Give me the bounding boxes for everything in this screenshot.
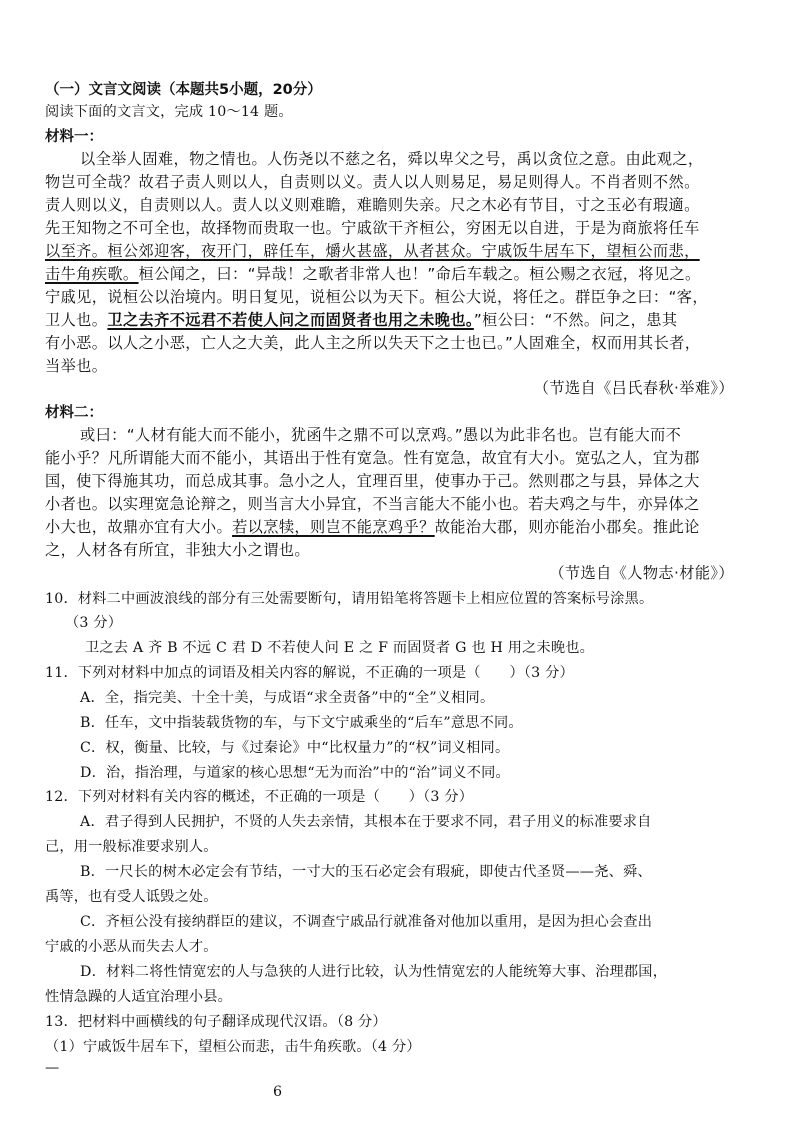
material1-line-10: 当举也。	[45, 357, 108, 375]
material2-line-6: 之，人材各有所宜，非独大小之谓也。	[45, 541, 310, 559]
material1-line-4: 先王知物之不可全也，故择物而贵取一也。宁戚欲干齐桓公，穷困无以自进，于是为商旅将任车	[45, 219, 700, 237]
material1-line-6	[45, 263, 701, 284]
material2-line-4: 小者也。以实理宽急论辩之，则当言大小异宜，不当言能大不能小也。若夫鸡之与牛，亦异体之	[45, 495, 700, 513]
material1-line-8-start: 卫人也。	[45, 311, 108, 329]
material1-line-7: 宁戚见，说桓公以治境内。明日复见，说桓公以为天下。桓公大说，将任之。群臣争之曰：“客，	[45, 288, 708, 306]
q12-option-d-line1: D．材料二将性情宽宏的人与急狭的人进行比较，认为性情宽宏的人能统筹大事、治理郡国，	[80, 964, 668, 980]
q10-sentence: 卫之去 A 齐 B 不远 C 君 D 不若使人问 E 之 F 而固贤者 G 也 H 用之未晚也。	[85, 640, 595, 656]
material2-line-5-end: 故能治大郡，则亦能治小郡矣。推此论	[434, 518, 700, 536]
q12-option-b-line1: B．一尺长的树木必定会有节结，一寸大的玉石必定会有瑕疵，即使古代圣贤——尧、舜、	[80, 864, 652, 880]
material2-line-5	[45, 516, 700, 537]
material1-line-1: 以全举人固难，物之情也。人伤尧以不慈之名，舜以卑父之号，禹以贪位之意。由此观之，	[80, 150, 704, 168]
q10-stem: 10．材料二中画波浪线的部分有三处需要断句，请用铅笔将答题卡上相应位置的答案标号涂黑。	[45, 591, 654, 607]
instruction: 阅读下面的文言文，完成 10～14 题。	[45, 104, 293, 120]
material2-source: （节选自《人物志·材能》）	[549, 564, 734, 582]
material2-line-5-start: 小大也，故鼎亦宜有大小。	[45, 518, 233, 536]
q12-option-c-line1: C．齐桓公没有接纳群臣的建议，不调查宁戚品行就准备对他加以重用，是因为担心会查出	[80, 914, 653, 930]
material2-line-2: 能小乎？凡所谓能大而不能小，其语出于性有宽急。性有宽急，故宜有大小。宽弘之人，宜为郡	[45, 449, 700, 467]
material1-line-5: 以至齐。桓公郊迎客，夜开门，辟任车，爝火甚盛，从者甚众。宁戚饭牛居车下，望桓公而悲，	[45, 242, 700, 260]
underlined-sentence-2: 若以烹犊，则岂不能烹鸡乎？	[232, 518, 435, 536]
material1-line-6-rest: 桓公闻之，曰：“异哉！之歌者非常人也！”命后车载之。桓公赐之衣冠，将见之。	[138, 265, 701, 283]
material1-line-8-end: ”桓公曰：“不然。问之，患其	[473, 311, 678, 329]
material1-source: （节选自《吕氏春秋·举难》）	[533, 379, 734, 397]
q11-option-c: C．权，衡量、比较，与《过秦论》中“比权量力”的“权”词义相同。	[80, 740, 510, 756]
q11-stem: 11．下列对材料中加点的词语及相关内容的解说，不正确的一项是（ ）（3 分）	[45, 665, 574, 681]
material1-line-2: 物岂可全哉？故君子责人则以人，自责则以义。责人以人则易足，易足则得人。不肖者则不然。	[45, 173, 700, 191]
q12-option-c-line2: 宁戚的小恶从而失去人才。	[45, 939, 218, 955]
section-title: （一）文言文阅读（本题共5小题，20分）	[45, 82, 322, 98]
page-number: 6	[273, 1084, 283, 1100]
material1-line-8	[45, 309, 677, 330]
q12-option-a-line1: A．君子得到人民拥护，不贤的人失去亲情，其根本在于要求不同，君子用义的标准要求自	[80, 814, 652, 830]
material1-line-3: 责人则以义，自责则以人。责人以义则难瞻，难瞻则失亲。尺之木必有节目，寸之玉必有瑕適。	[45, 196, 700, 214]
q12-stem: 12．下列对材料有关内容的概述，不正确的一项是（ ）（3 分）	[45, 789, 474, 805]
q13-stem: 13．把材料中画横线的句子翻译成现代汉语。（8 分）	[45, 1014, 387, 1030]
wavy-underlined-sentence: 卫之去齐不远君不若使人问之而固贤者也用之未晚也。	[107, 311, 474, 329]
q12-option-b-line2: 禹等，也有受人诋毁之处。	[45, 889, 218, 905]
q12-option-d-line2: 性情急躁的人适宜治理小县。	[45, 989, 233, 1005]
q11-option-b: B．任车，文中指装载货物的车，与下文宁戚乘坐的“后车”意思不同。	[80, 715, 523, 731]
answer-line[interactable]: —	[45, 1060, 60, 1076]
q13-sub1: （1）宁戚饭牛居车下，望桓公而悲，击牛角疾歌。（4 分）	[45, 1039, 421, 1055]
material2-line-1: 或曰：“人材有能大而不能小，犹函牛之鼎不可以烹鸡。”愚以为此非名也。岂有能大而不	[80, 426, 682, 444]
material2-line-3: 国，使下得施其功，而总成其事。急小之人，宜理百里，使事办于己。然则郡之与县，异体之大	[45, 472, 700, 490]
material1-line-9: 有小恶。以人之小恶，亡人之大美，此人主之所以失天下之士也已。”人固难全，权而用其长者，	[45, 334, 701, 352]
material2-label: 材料二：	[45, 405, 103, 421]
material1-label: 材料一：	[45, 129, 103, 145]
q11-option-d: D．治，指治理，与道家的核心思想“无为而治”中的“治”词义不同。	[80, 765, 510, 781]
underlined-sentence-1-end: 击牛角疾歌。	[45, 265, 139, 283]
q11-option-a: A．全，指完美、十全十美，与成语“求全责备”中的“全”义相同。	[80, 690, 495, 706]
q10-points: （3 分）	[65, 615, 123, 631]
q12-option-a-line2: 己，用一般标准要求别人。	[45, 839, 218, 855]
